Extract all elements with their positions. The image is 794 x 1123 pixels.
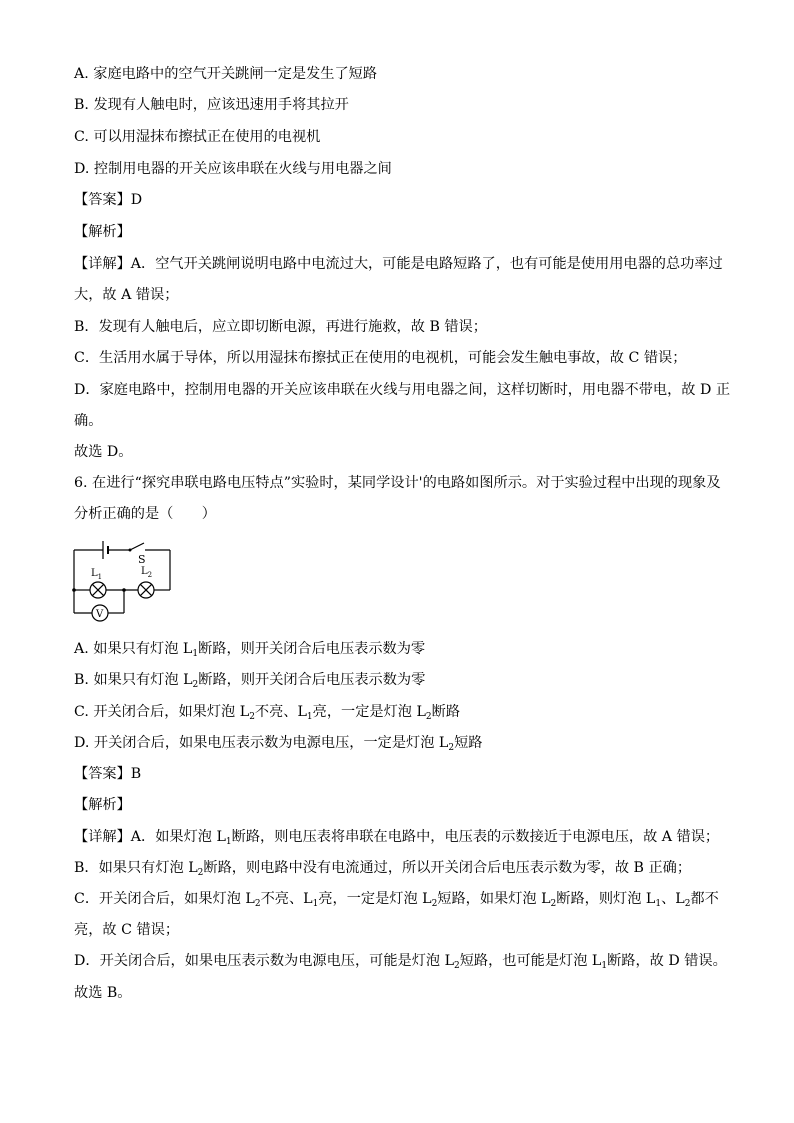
q5-detail-line-1 (74, 254, 723, 274)
lamp1-label: $L_1$ (91, 568, 103, 581)
junction-left (72, 588, 76, 592)
switch-blade (130, 543, 144, 550)
q5-option-d: D. 控制用电器的开关应该串联在火线与用电器之间 (74, 161, 392, 177)
q5-detail-line-5: D．家庭电路中，控制用电器的开关应该串联在火线与用电器之间，这样切断时，用电器不带电，故 D 正 (74, 382, 731, 398)
q5-answer (74, 190, 142, 210)
detail-text: A．空气开关跳闸说明电路中电流过大，可能是电路短路了，也有可能是使用用电器的总功率过 (130, 256, 723, 272)
q6-detail-line-3: C．开关闭合后，如果灯泡 $L_2$不亮、$L_1$亮，一定是灯泡 $L_2$短路，如果灯泡 $L_2$断路，则灯泡 $L_1$、$L_2$都不 (74, 891, 719, 909)
switch-label: S (138, 553, 146, 566)
junction-middle (122, 588, 126, 592)
q6-detail-line-1: 【详解】A．如果灯泡 $L_1$断路，则电压表将串联在电路中，电压表的示数接近于电源电压，故 A 错误； (74, 829, 720, 847)
q6-option-a: A. 如果只有灯泡 $L_1$断路，则开关闭合后电压表示数为零 (74, 641, 426, 659)
circuit-diagram (70, 538, 180, 628)
q6-detail-line-2: B．如果只有灯泡 $L_2$断路，则电路中没有电流通过，所以开关闭合后电压表示数为零，故 B 正确； (74, 860, 692, 878)
q6-option-b: B. 如果只有灯泡 $L_2$断路，则开关闭合后电压表示数为零 (74, 672, 426, 690)
lamp2-label: $L_2$ (141, 566, 153, 579)
q5-conclusion: 故选 D。 (74, 444, 133, 460)
q6-analysis-label: 【解析】 (74, 797, 131, 813)
q6-stem-line-1: 6. 在进行“探究串联电路电压特点”实验时，某同学设计'的电路如图所示。对于实验过程中出现的现象及 (74, 475, 721, 491)
voltmeter-label: V (96, 609, 104, 620)
answer-value: B (130, 766, 142, 782)
q5-option-a: A. 家庭电路中的空气开关跳闸一定是发生了短路 (74, 66, 378, 82)
q6-option-d: D. 开关闭合后，如果电压表示数为电源电压，一定是灯泡 $L_2$短路 (74, 735, 483, 753)
answer-label: 【答案】 (74, 766, 131, 782)
q5-detail-line-3: B．发现有人触电后，应立即切断电源，再进行施救，故 B 错误； (74, 319, 487, 335)
switch-pivot (129, 549, 132, 552)
answer-value: D (130, 192, 143, 208)
answer-label: 【答案】 (74, 192, 131, 208)
q6-answer (74, 764, 141, 784)
q5-detail-line-2: 大，故 A 错误； (74, 287, 179, 303)
q5-detail-line-6: 确。 (74, 413, 103, 429)
q5-detail-line-4: C．生活用水属于导体，所以用湿抹布擦拭正在使用的电视机，可能会发生触电事故，故 C 错误； (74, 350, 687, 366)
q5-option-c: C. 可以用湿抹布擦拭正在使用的电视机 (74, 129, 321, 145)
detail-label: 【详解】 (74, 829, 131, 845)
q6-detail-line-5: D．开关闭合后，如果电压表示数为电源电压，可能是灯泡 $L_2$短路，也可能是灯泡 $L_1$断路，故 D 错误。 (74, 953, 727, 971)
detail-label: 【详解】 (74, 256, 131, 272)
q6-option-c: C. 开关闭合后，如果灯泡 $L_2$不亮、$L_1$亮，一定是灯泡 $L_2$断路 (74, 704, 461, 722)
q6-conclusion: 故选 B。 (74, 985, 132, 1001)
q6-detail-line-4: 亮，故 C 错误； (74, 922, 180, 938)
q6-stem-line-2: 分析正确的是（ ） (74, 506, 216, 522)
q5-analysis-label: 【解析】 (74, 224, 131, 240)
q5-option-b: B. 发现有人触电时，应该迅速用手将其拉开 (74, 97, 349, 113)
